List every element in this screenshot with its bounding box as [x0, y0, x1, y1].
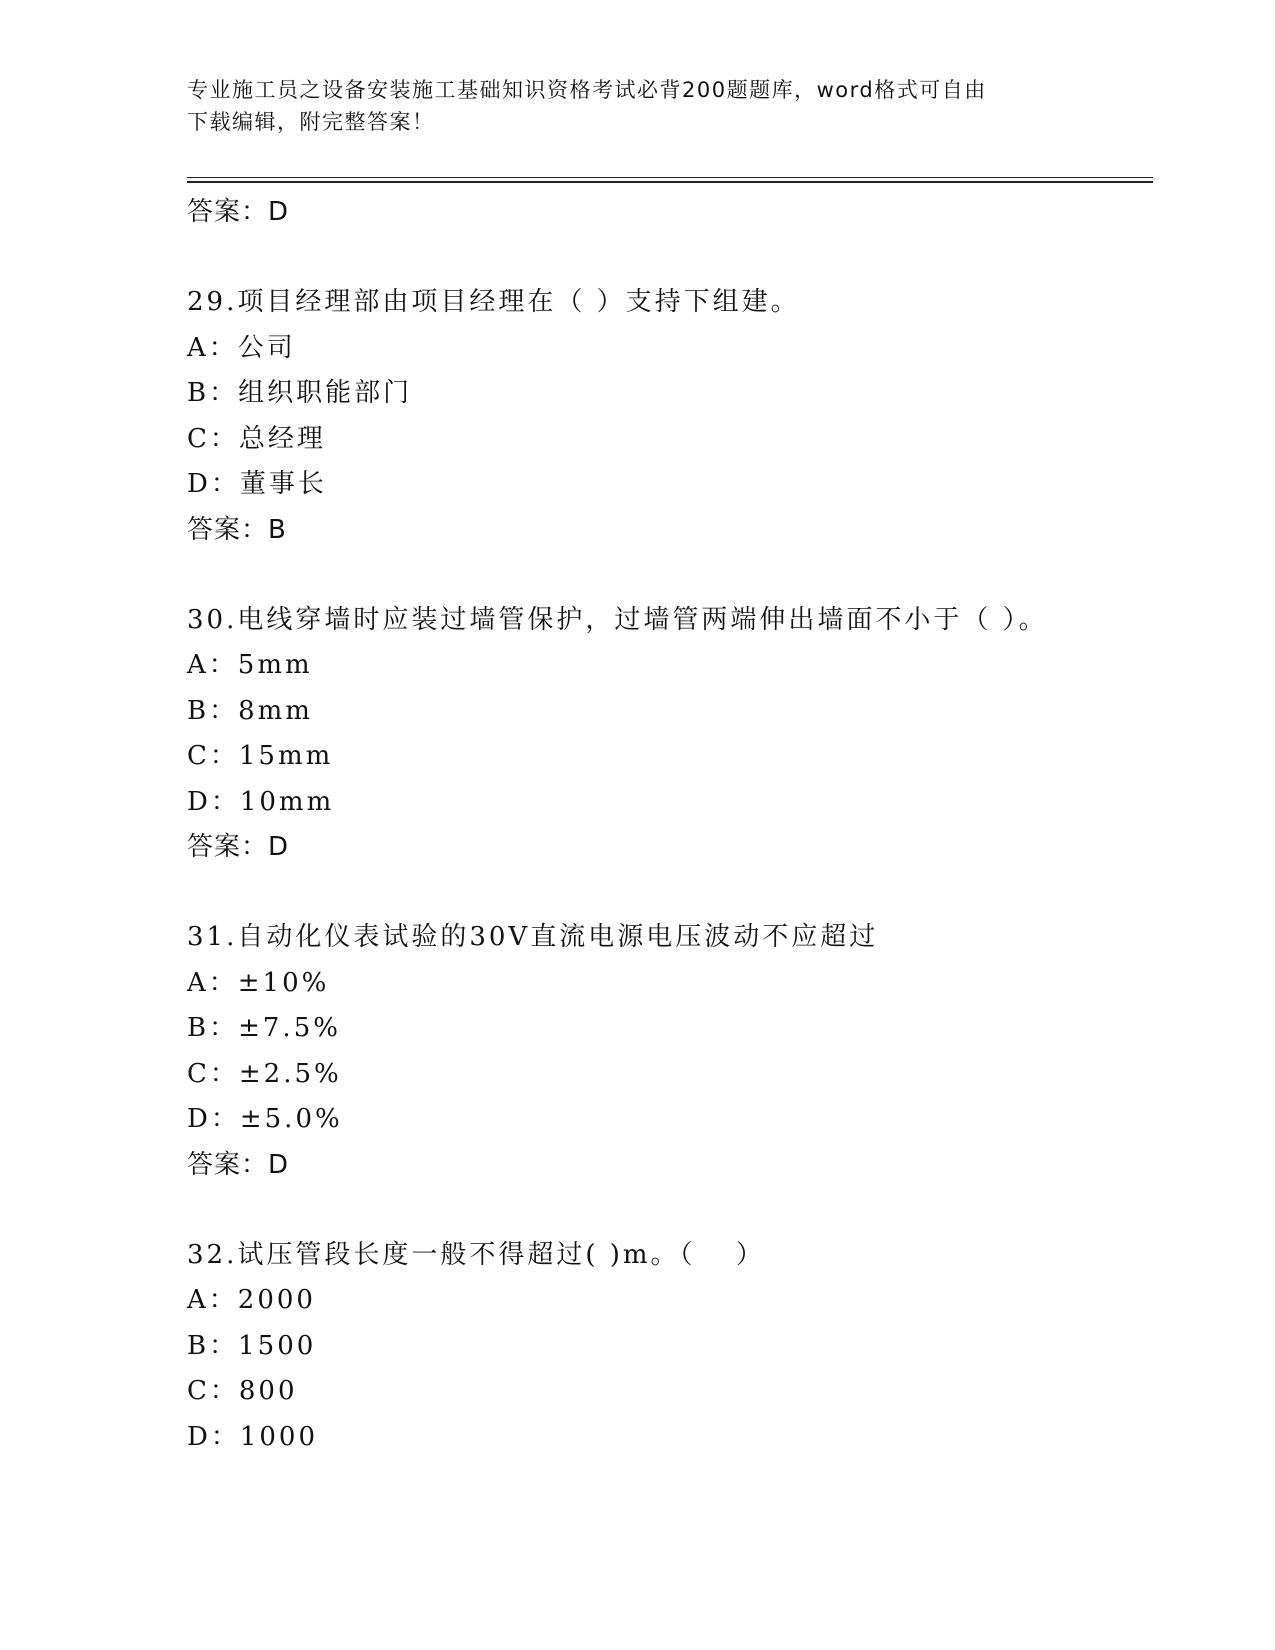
header-divider-bottom: [187, 181, 1153, 183]
option-c: C：15mm: [187, 741, 334, 771]
question-list: [187, 190, 1153, 1460]
header-line-2: 下载编辑，附完整答案！: [187, 110, 435, 134]
header-divider-top: [187, 177, 1153, 178]
question-stem: 30.电线穿墙时应装过墙管保护，过墙管两端伸出墙面不小于（ ）。: [187, 604, 1048, 635]
option-c: C：±2.5%: [187, 1058, 342, 1089]
document-header: [187, 74, 1087, 138]
option-b: B：组织职能部门: [187, 378, 413, 408]
previous-answer: 答案：D: [187, 197, 290, 227]
question-30: [187, 598, 1153, 870]
option-a: A：公司: [187, 332, 296, 363]
option-d: D：1000: [187, 1421, 319, 1452]
option-c: C：总经理: [187, 423, 326, 454]
option-a: A：±10%: [187, 967, 330, 998]
option-b: B：1500: [187, 1330, 317, 1361]
option-b: B：±7.5%: [187, 1013, 341, 1043]
question-answer: 答案：D: [187, 1149, 290, 1180]
option-d: D：±5.0%: [187, 1104, 343, 1134]
question-32: [187, 1233, 1153, 1461]
question-31: [187, 915, 1153, 1187]
question-stem: 32.试压管段长度一般不得超过( )m。（ ）: [187, 1239, 765, 1270]
option-d: D：董事长: [187, 469, 327, 499]
question-stem: 31.自动化仪表试验的30V直流电源电压波动不应超过: [187, 922, 879, 952]
header-line-1: 专业施工员之设备安装施工基础知识资格考试必背200题题库，word格式可自由: [187, 78, 987, 102]
option-b: B：8mm: [187, 695, 313, 726]
option-a: A：2000: [187, 1285, 316, 1315]
question-29: [187, 280, 1153, 552]
question-answer: 答案：D: [187, 832, 290, 862]
question-stem: 29.项目经理部由项目经理在（ ）支持下组建。: [187, 287, 800, 317]
option-a: A：5mm: [187, 650, 313, 680]
option-d: D：10mm: [187, 786, 335, 817]
option-c: C：800: [187, 1376, 298, 1406]
question-answer: 答案：B: [187, 514, 287, 545]
